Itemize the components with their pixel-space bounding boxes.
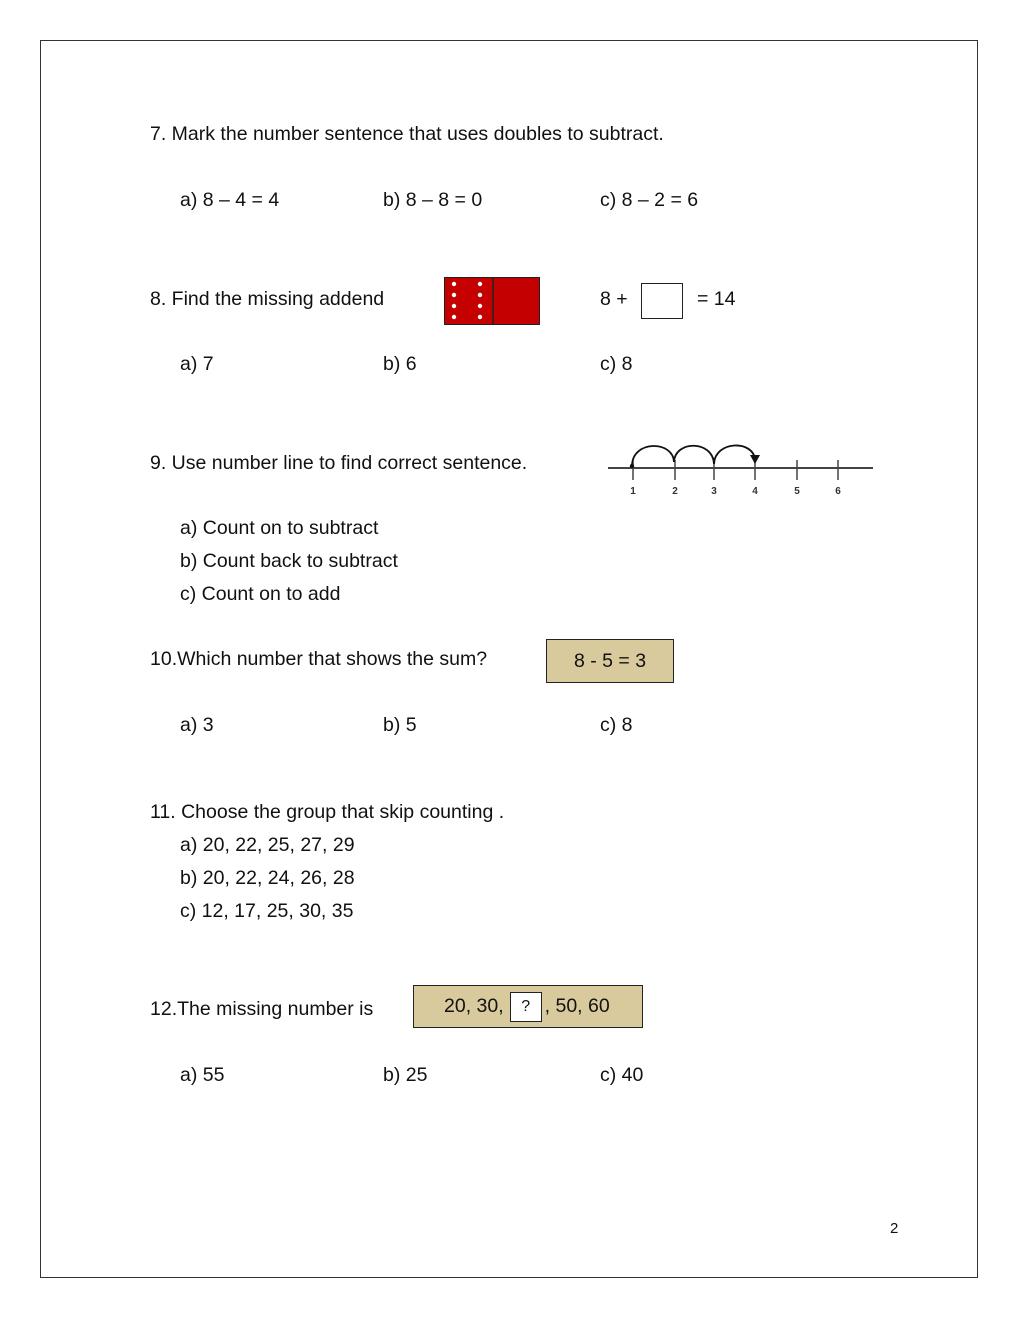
q11-option-c[interactable]: c) 12, 17, 25, 30, 35 xyxy=(180,900,354,922)
tick-label-5: 5 xyxy=(794,486,800,497)
missing-number-box[interactable]: ? xyxy=(510,992,542,1022)
q7-option-b[interactable]: b) 8 – 8 = 0 xyxy=(383,189,483,211)
q10-option-a[interactable]: a) 3 xyxy=(180,714,214,736)
page-number: 2 xyxy=(890,1220,899,1237)
red-domino-icon xyxy=(444,277,540,325)
q8-option-b[interactable]: b) 6 xyxy=(383,353,417,375)
q12-option-b[interactable]: b) 25 xyxy=(383,1064,428,1086)
question-7: 7. Mark the number sentence that uses doubles to subtract. xyxy=(150,123,664,145)
sum-box: 8 - 5 = 3 xyxy=(546,639,674,683)
question-11: 11. Choose the group that skip counting . xyxy=(150,801,505,823)
q7-option-a[interactable]: a) 8 – 4 = 4 xyxy=(180,189,280,211)
sequence-box xyxy=(413,985,643,1028)
tick-label-4: 4 xyxy=(752,486,758,497)
question-9: 9. Use number line to find correct sentence. xyxy=(150,452,528,474)
question-10: 10.Which number that shows the sum? xyxy=(150,648,488,670)
q11-option-a[interactable]: a) 20, 22, 25, 27, 29 xyxy=(180,834,355,856)
number-line xyxy=(605,436,875,500)
q8-option-c[interactable]: c) 8 xyxy=(600,353,633,375)
q8-equation-right: = 14 xyxy=(697,288,736,310)
tick-label-6: 6 xyxy=(835,486,841,497)
q8-option-a[interactable]: a) 7 xyxy=(180,353,214,375)
q8-equation-left: 8 + xyxy=(600,288,628,310)
q12-option-c[interactable]: c) 40 xyxy=(600,1064,644,1086)
q9-option-c[interactable]: c) Count on to add xyxy=(180,583,341,605)
sequence-right: , 50, 60 xyxy=(544,995,610,1017)
question-12: 12.The missing number is xyxy=(150,998,374,1020)
tick-label-1: 1 xyxy=(630,486,636,497)
missing-addend-box[interactable] xyxy=(641,283,683,319)
q10-option-b[interactable]: b) 5 xyxy=(383,714,417,736)
q12-option-a[interactable]: a) 55 xyxy=(180,1064,225,1086)
q11-option-b[interactable]: b) 20, 22, 24, 26, 28 xyxy=(180,867,355,889)
q10-option-c[interactable]: c) 8 xyxy=(600,714,633,736)
tick-label-2: 2 xyxy=(672,486,678,497)
q9-option-b[interactable]: b) Count back to subtract xyxy=(180,550,398,572)
q7-option-c[interactable]: c) 8 – 2 = 6 xyxy=(600,189,699,211)
sequence-left: 20, 30, xyxy=(444,995,504,1017)
q9-option-a[interactable]: a) Count on to subtract xyxy=(180,517,379,539)
tick-label-3: 3 xyxy=(711,486,717,497)
question-8: 8. Find the missing addend xyxy=(150,288,385,310)
